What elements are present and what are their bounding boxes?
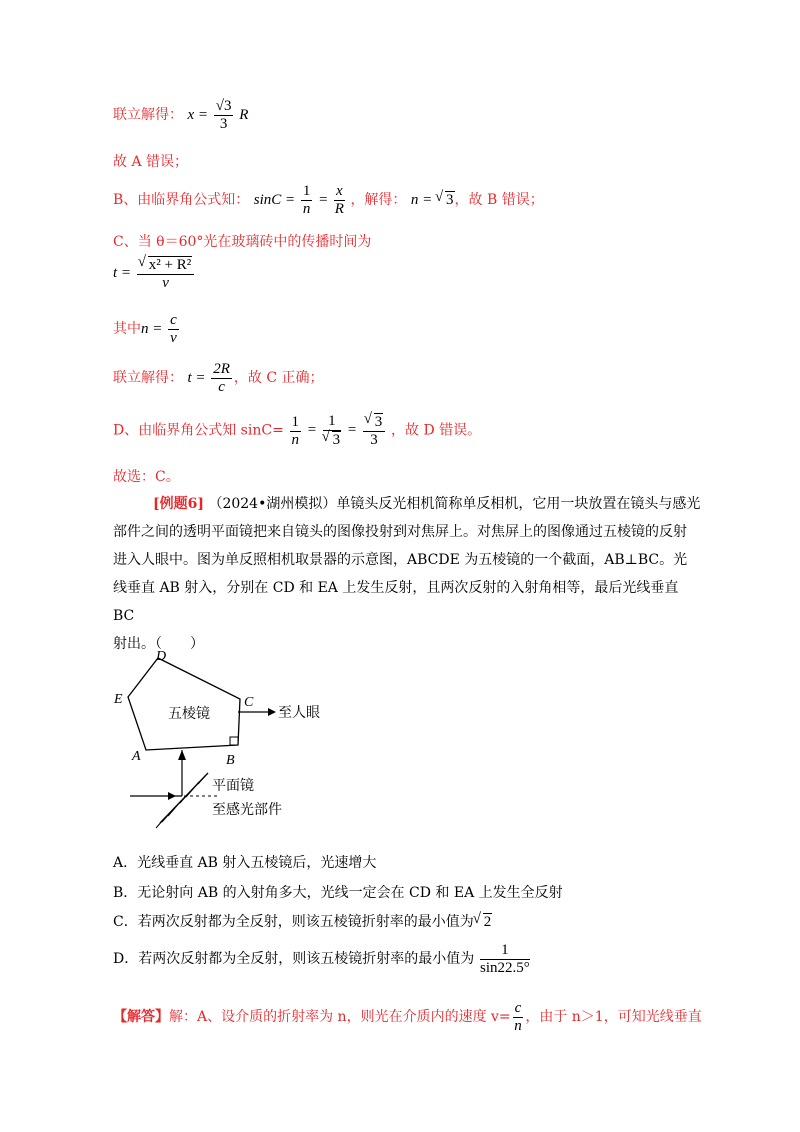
solution-line-6: 其中n = $\frac{c}{v}$	[113, 312, 177, 346]
solution-line-7: 联立解得： t = $\frac{2R}{c}$ ，故 C 正确；	[113, 361, 324, 395]
right-angle-mark	[230, 737, 238, 745]
label-sensor: 至感光部件	[212, 802, 282, 818]
option-C[interactable]: C．若两次反射都为全反射，则该五棱镜折射率的最小值为√ 2	[113, 911, 492, 931]
formula: sinC = $\frac{1}{n}$ = $\frac{x}{R}$	[253, 183, 344, 217]
label-D: D	[156, 649, 167, 664]
example-tag: [例题6]	[153, 496, 204, 512]
option-D[interactable]: D．若两次反射都为全反射，则该五棱镜折射率的最小值为 $\frac{1}{\sin 22.5^\circ}$	[113, 942, 530, 976]
answer-line: 【解答】解：A、设介质的折射率为 n，则光在介质内的速度 v= $\frac{c}{n}$ ，由于 n＞1，可知光线垂直	[113, 1000, 702, 1034]
solution-line-1	[113, 98, 248, 133]
exit-arrow	[268, 708, 276, 716]
label-B: B	[226, 753, 235, 768]
solution-line-4: C、当 θ＝60°光在玻璃砖中的传播时间为	[113, 234, 372, 250]
label-mirror: 平面镜	[212, 778, 254, 794]
pentaprism-diagram	[108, 648, 358, 833]
solution-line-2: 故 A 错误；	[113, 154, 189, 170]
pentaprism-shape	[128, 658, 240, 750]
solution-line-9: 故选：C。	[113, 469, 180, 485]
solution-line-3: B、由临界角公式知： sinC = $\frac{1}{n}$ = $\frac{x}{R}$ ，解得： n = √ 3，故 B 错误；	[113, 183, 544, 218]
label-eye: 至人眼	[278, 705, 320, 721]
label-C: C	[244, 695, 254, 710]
mirror-hatching	[156, 776, 205, 828]
answer-tag: 【解答】	[113, 1008, 169, 1025]
up-arrow	[178, 750, 186, 760]
solution-line-5: t = √ $\frac{\text{x² + R²}}{v}$	[113, 256, 196, 292]
label-A: A	[132, 749, 141, 764]
label-prism: 五棱镜	[168, 706, 210, 722]
formula: x = $\frac{√3}{3}$ R	[187, 98, 249, 132]
option-B[interactable]: B．无论射向 AB 的入射角多大，光线一定会在 CD 和 EA 上发生全反射	[113, 885, 563, 901]
option-A[interactable]: A．光线垂直 AB 射入五棱镜后，光速增大	[113, 855, 377, 871]
example-question: [例题6] （2024•湖州模拟）单镜头反光相机简称单反相机，它用一块放置在镜头与感光 部件之间的透明平面镜把来自镜头的图像投射到对焦屏上。对焦屏上的图像通过五棱镜的反射 进入人眼中。图为单反照相机取景器的示意图，ABCDE 为五棱镜的一个截面，AB⊥BC。光 线垂直 AB 射入，分别在 CD 和 EA 上发生反射，且两次反射的入射角相等，最后光线垂直 BC 射出。（ ）	[113, 496, 701, 652]
solution-line-8: D、由临界角公式知 sinC= $\frac{1}{n}$ = 1 √ 3 = √ $\frac{3}{3}$ ，故 D 错误。	[113, 413, 481, 449]
label-E: E	[114, 692, 123, 707]
incoming-arrow	[168, 792, 176, 800]
text: 联立解得：	[113, 106, 183, 123]
